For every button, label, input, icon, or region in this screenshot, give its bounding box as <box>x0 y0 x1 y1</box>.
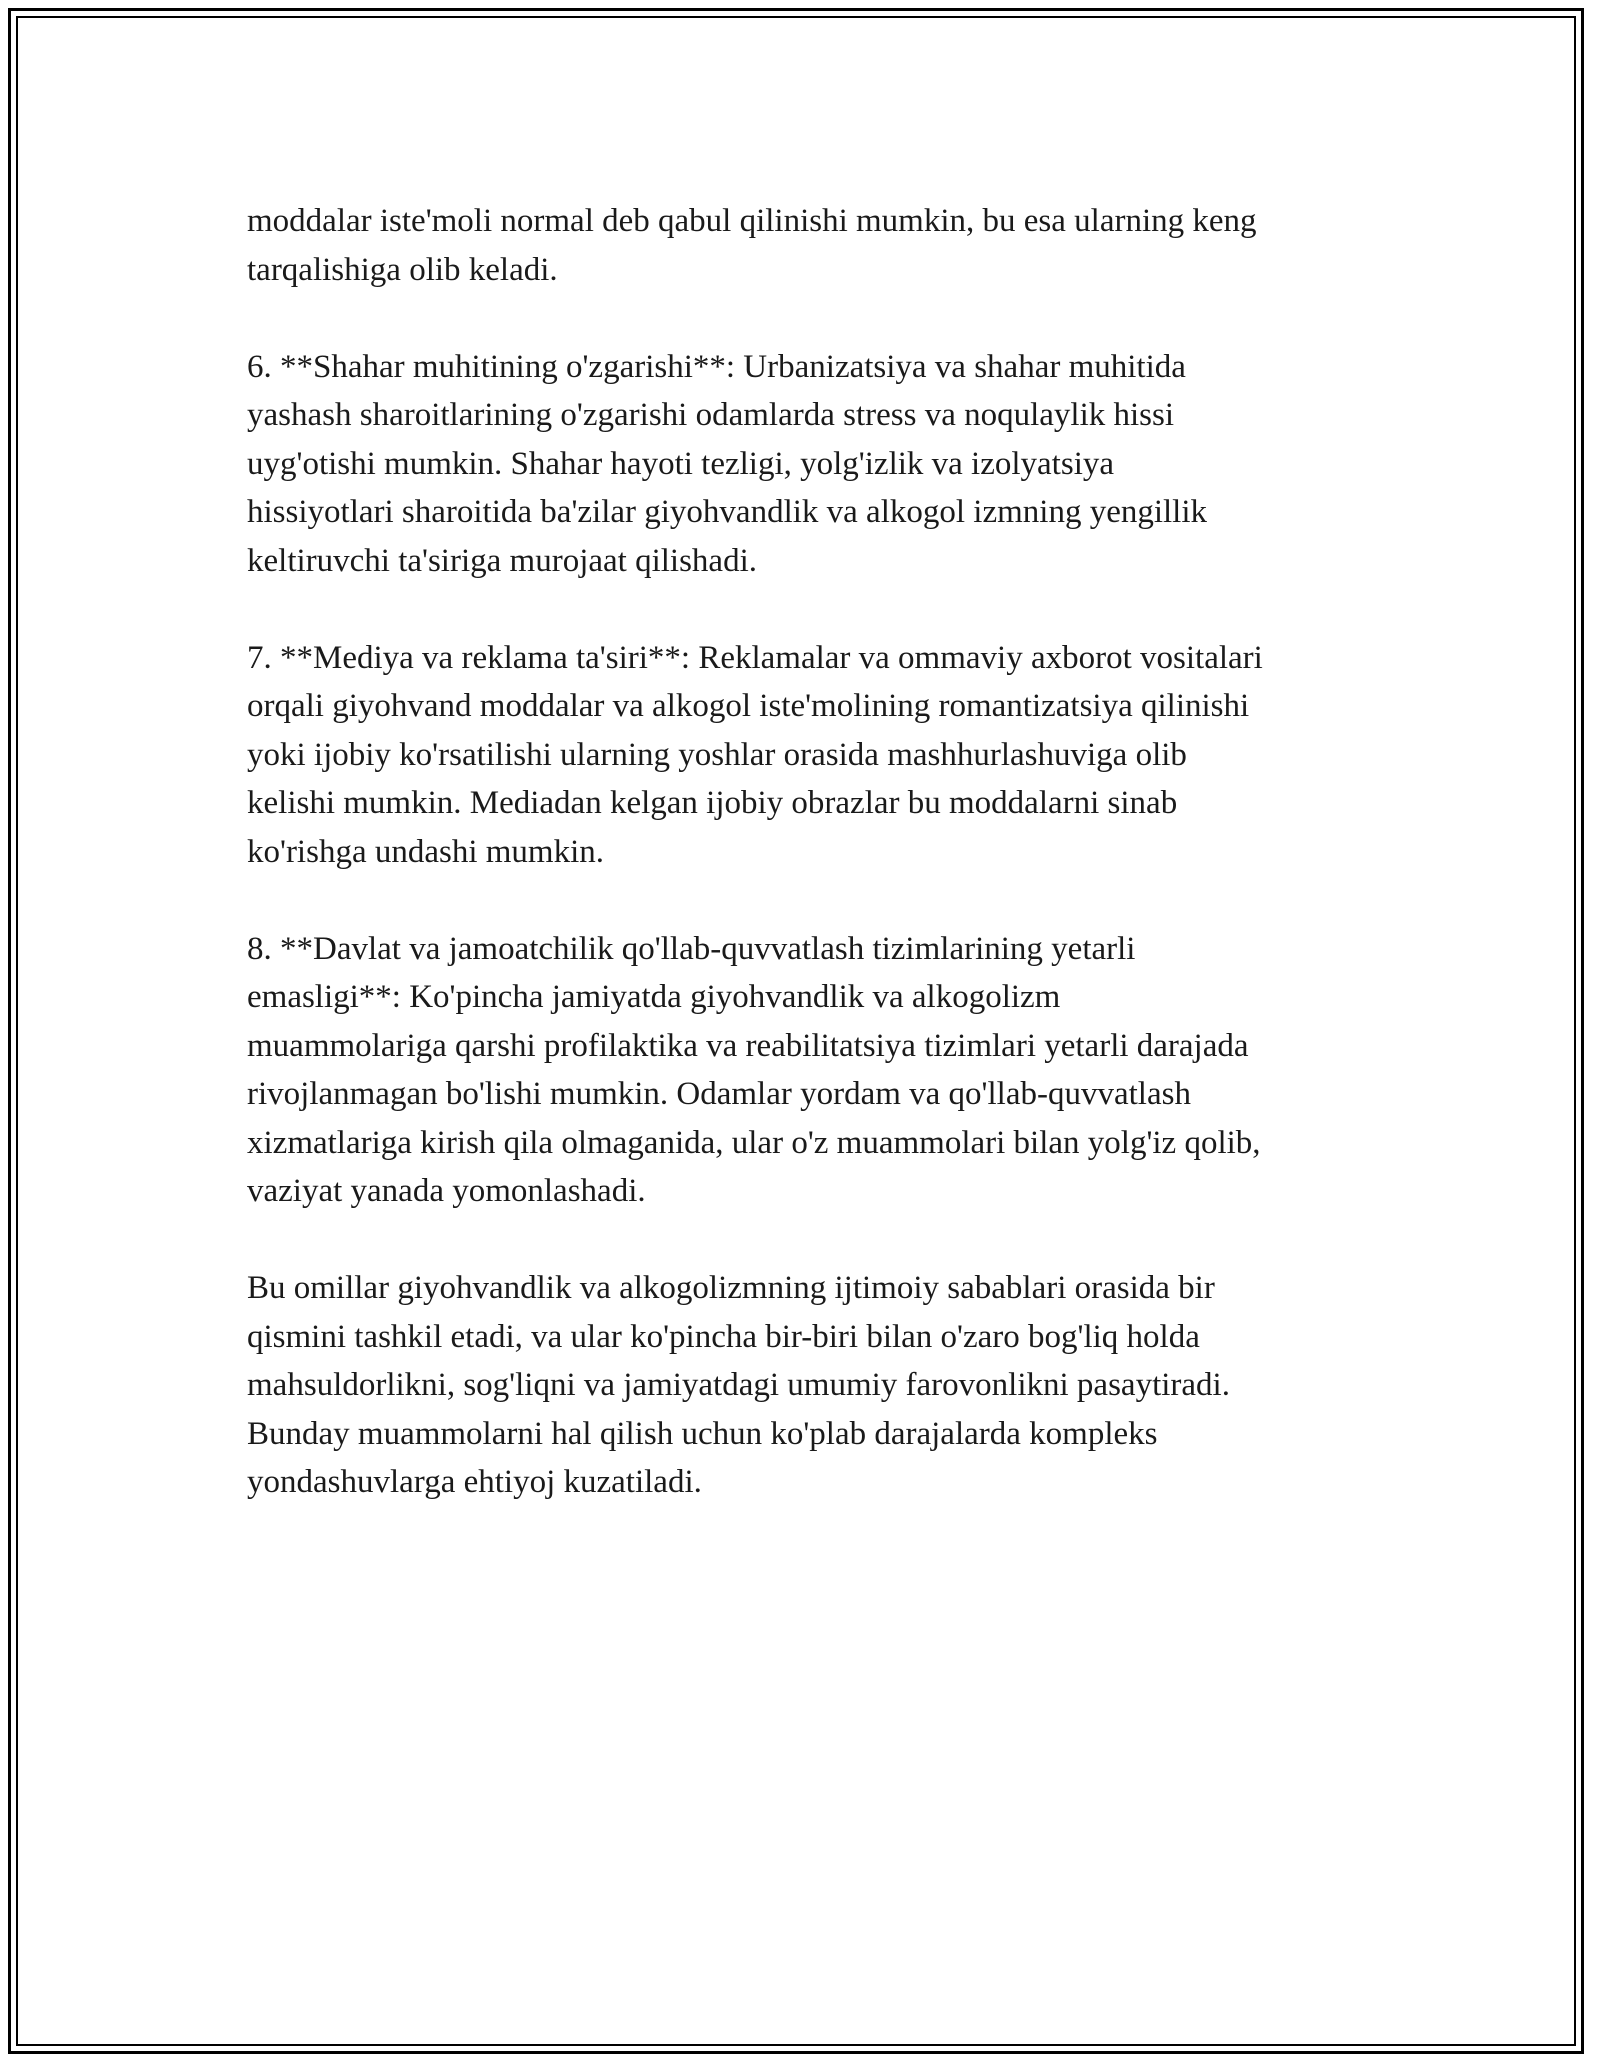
text-line: xizmatlariga kirish qila olmaganida, ular o'z muammolari bilan yolg'iz qolib, <box>247 1124 1261 1161</box>
paragraph-item-6 <box>247 343 1387 586</box>
text-line: kelishi mumkin. Mediadan kelgan ijobiy obrazlar bu moddalarni sinab <box>247 785 1178 821</box>
document-page <box>8 8 1584 2054</box>
text-line: hissiyotlari sharoitida ba'zilar giyohvandlik va alkogol izmning yengillik <box>247 494 1208 530</box>
text-line: moddalar iste'moli normal deb qabul qilinishi mumkin, bu esa ularning keng <box>247 203 1257 239</box>
paragraph-item-8 <box>247 925 1387 1216</box>
text-line: yondashuvlarga ehtiyoj kuzatiladi. <box>247 1464 702 1500</box>
paragraph-conclusion <box>247 1264 1387 1507</box>
text-line: orqali giyohvand moddalar va alkogol iste'molining romantizatsiya qilinishi <box>247 688 1250 724</box>
text-line: rivojlanmagan bo'lishi mumkin. Odamlar yordam va qo'llab-quvvatlash <box>247 1076 1191 1112</box>
text-line: mahsuldorlikni, sog'liqni va jamiyatdagi umumiy farovonlikni pasaytiradi. <box>247 1367 1230 1403</box>
text-line: emasligi**: Ko'pincha jamiyatda giyohvandlik va alkogolizm <box>247 979 1061 1015</box>
text-line: Bunday muammolarni hal qilish uchun ko'plab darajalarda kompleks <box>247 1415 1158 1452</box>
text-line: yoki ijobiy ko'rsatilishi ularning yoshlar orasida mashhurlashuviga olib <box>247 736 1187 773</box>
text-line: tarqalishiga olib keladi. <box>247 251 558 288</box>
text-line: qismini tashkil etadi, va ular ko'pincha bir-biri bilan o'zaro bog'liq holda <box>247 1318 1200 1355</box>
document-body <box>247 197 1387 1555</box>
text-line: 8. **Davlat va jamoatchilik qo'llab-quvvatlash tizimlarining yetarli <box>247 930 1136 967</box>
paragraph-item-7 <box>247 634 1387 877</box>
text-line: keltiruvchi ta'siriga murojaat qilishadi. <box>247 542 757 579</box>
text-line: ko'rishga undashi mumkin. <box>247 833 605 870</box>
paragraph-intro-continuation <box>247 197 1387 294</box>
text-line: muammolariga qarshi profilaktika va reabilitatsiya tizimlari yetarli darajada <box>247 1027 1249 1064</box>
text-line: yashash sharoitlarining o'zgarishi odamlarda stress va noqulaylik hissi <box>247 397 1175 433</box>
text-line: Bu omillar giyohvandlik va alkogolizmning ijtimoiy sabablari orasida bir <box>247 1270 1215 1306</box>
text-line: 7. **Mediya va reklama ta'siri**: Reklamalar va ommaviy axborot vositalari <box>247 639 1263 676</box>
text-line: uyg'otishi mumkin. Shahar hayoti tezligi, yolg'izlik va izolyatsiya <box>247 445 1115 482</box>
text-line: 6. **Shahar muhitining o'zgarishi**: Urbanizatsiya va shahar muhitida <box>247 348 1186 385</box>
text-line: vaziyat yanada yomonlashadi. <box>247 1173 646 1209</box>
